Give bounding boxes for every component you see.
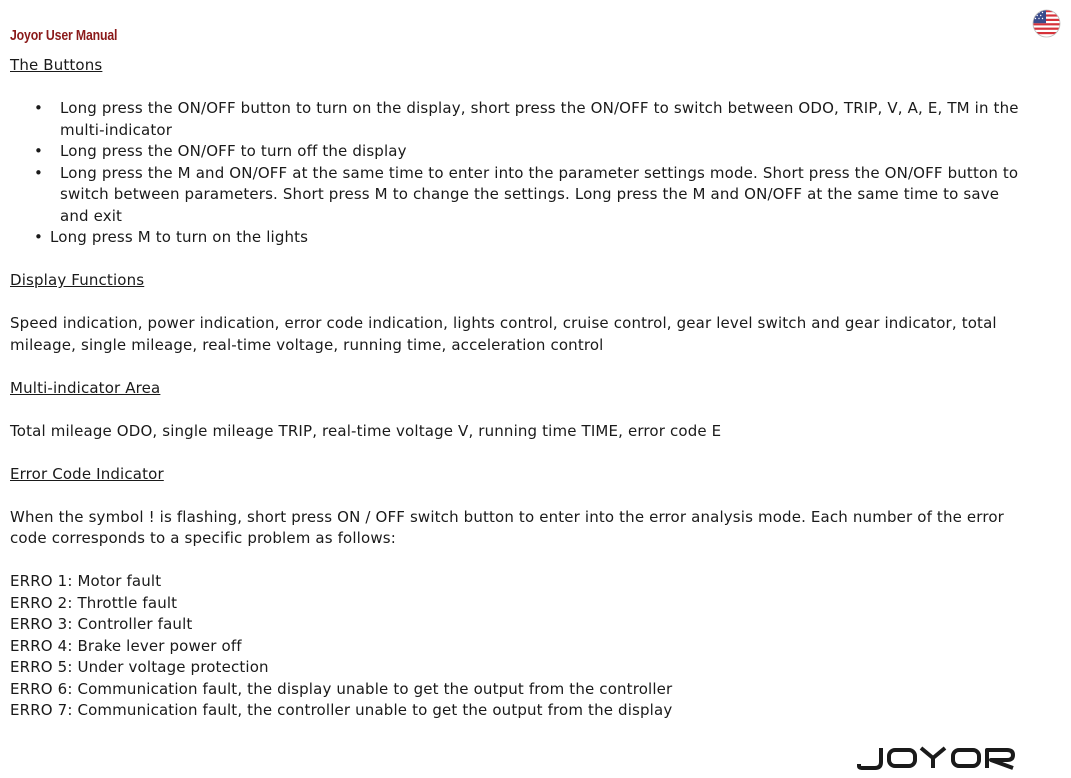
- manual-content: [10, 55, 1022, 722]
- multi-indicator-text: Total mileage ODO, single mileage TRIP, real-time voltage V, running time TIME, error code E: [10, 421, 722, 440]
- section-title-error-code: Error Code Indicator: [10, 464, 164, 483]
- error-code-item: ERRO 1: Motor fault: [10, 572, 162, 590]
- list-item: • Long press the M and ON/OFF at the same time to enter into the parameter settings mode. Short press the ON/OFF button to switch between parameters. Short press M to change the settings. Long press the M and ON/OFF at the same time to save and exit: [10, 163, 1022, 228]
- us-flag-icon[interactable]: [1032, 9, 1061, 38]
- section-title-multi-indicator: Multi-indicator Area: [10, 378, 161, 397]
- error-code-item: ERRO 4: Brake lever power off: [10, 636, 242, 655]
- buttons-list: [10, 98, 1022, 249]
- manual-title: Joyor User Manual: [10, 27, 118, 44]
- error-code-item: ERRO 5: Under voltage protection: [10, 658, 269, 676]
- display-functions-text: Speed indication, power indication, error code indication, lights control, cruise control, gear level switch and gear indicator, total mileage, single mileage, real-time voltage, running time, acceleration control: [10, 314, 997, 354]
- list-item: • Long press M to turn on the lights: [10, 227, 1022, 249]
- section-title-buttons: The Buttons: [10, 56, 103, 74]
- error-code-item: ERRO 7: Communication fault, the controller unable to get the output from the display: [10, 701, 673, 719]
- section-title-display-functions: Display Functions: [10, 271, 145, 289]
- error-code-item: ERRO 6: Communication fault, the display unable to get the output from the controller: [10, 679, 673, 698]
- joyor-logo: [857, 746, 1017, 770]
- error-code-text: When the symbol ! is flashing, short press ON / OFF switch button to enter into the error analysis mode. Each number of the error code corresponds to a specific problem as follows:: [10, 507, 1004, 547]
- error-code-list: [10, 571, 1022, 722]
- error-code-item: ERRO 2: Throttle fault: [10, 593, 178, 612]
- error-code-item: ERRO 3: Controller fault: [10, 615, 193, 633]
- list-item: • Long press the ON/OFF button to turn on the display, short press the ON/OFF to switch between ODO, TRIP, V, A, E, TM in the multi-indicator: [10, 98, 1022, 141]
- list-item: • Long press the ON/OFF to turn off the display: [10, 141, 1022, 163]
